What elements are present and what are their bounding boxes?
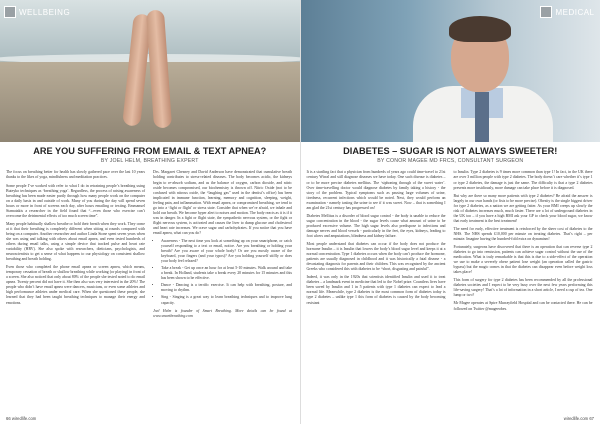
- paragraph: It is a startling fact that a physician from hundreds of years ago could time-travel to 21st century Wirral and still diagnose diseases we have today. One such disease is diabetes – or to be more precise diabetes mellitus. The ‘siphoning through of the sweet water’. Over time-travelling doctor would diagnose diabetes by family taking a history - the story of the problem. Typical symptoms such as passing large volumes of urine, tiredness, recurrent infections which would be noted. Next, they would perform an examination - namely tasting the urine to see if it was sweet. Now – that is something I am glad the 21st century has progressed on!: [306, 170, 446, 210]
- section-tag-wellbeing: [4, 6, 70, 18]
- tips-list: [153, 239, 292, 306]
- paragraph: Some people I’ve worked with refer to what I do in retraining people’s breathing using Buteyko techniques as ‘breathing yoga’. Regardless, the process of raising awareness of breathing has been made easier partly through how many people work on the computer on a daily basis in and outside of work. Many of you during the day will spend seven hours or more in front of screens each day, after hours emailing or texting. Emmanuel Stamatakis a researcher in the field found that “...even those who exercise can’t overcome the detrimental effects of too much screen time”.: [6, 183, 145, 218]
- paragraph: The focus on breathing better for health has slowly gathered pace over the last 10 years thanks to the likes of yoga, mindfulness and meditation practices.: [6, 170, 145, 180]
- article-column-1: [6, 170, 145, 321]
- list-item: • Dance - Dancing is a terrific exercise. It can help with breathing, posture, and moving to rhythm.: [161, 283, 292, 293]
- beach-feet-photo: [0, 0, 300, 142]
- article-title: ARE YOU SUFFERING FROM EMAIL & TEXT APNEA?: [33, 146, 267, 156]
- paragraph: Most people understand that diabetes can occur if the body does not produce the hormone Insulin – it is Insulin that lowers the body’s blood sugar level and keeps it at a normal concentration. Type 1 diabetes occurs when the body can’t produce the hormone, patients are usually diagnosed in childhood and it was historically a fatal disease - a devastating diagnosis for parents and their children. This was recognised by the ancient Greeks who considered this with diabetes to be “short, disgusting and painful”.: [306, 242, 446, 272]
- paragraph: This form of surgery for type 2 diabetes has been recommended by all the professional diabetes societies and I expect to be very busy over the next few years performing this life-saving surgery! That’s a lot of information in a short article, I need a cup of tea. One lump or two?: [453, 278, 593, 298]
- section-square-icon: [540, 6, 552, 18]
- author-note: Joel Helm is founder of Smart Breathing. More details can be found at www.smartbreathing.com: [153, 308, 292, 318]
- paragraph: Indeed, it was only in the 1920s that scientists identified Insulin and used it to treat diabetes – a landmark event in medicine that led to the Nobel prize. Countless lives have been saved by Insulin and 1 in 5 patients with type 1 diabetes can expect to lead a normal life. Meanwhile, type 2 diabetes is the most common form of diabetes today is type 2 diabetes – unlike type 1 this form of diabetes is caused by the body becoming resistant: [306, 275, 446, 305]
- paragraph: Drs. Margaret Chesney and David Anderson have demonstrated that cumulative breath holding contributes to stress-related diseases. The body becomes acidic, the kidneys begin to re-absorb sodium, and as the balance of oxygen, carbon dioxide, and nitric oxide becomes compromised, our biochemistry is thrown off. Nitric Oxide (not to be confused with nitrous oxide, the “laughing gas” used in the dentist’s office) has been implicated in immune function, learning, memory and cognition, sleeping, weight, feeling pain, and inflammation. With email apnea, or compromised breathing, we tend to go into a ‘fight or flight’ or stress state. Consider that when we’re afraid, we inhale and hold our breath. We become hyper alert to noises and motion. The body reacts as it is if it was in danger. In a fight or flight state, the sympathetic nervous system, or the fight or flight nervous system, is activated and causes the liver to dump glucose and cholesterol and heart rate increases. We crave sugar and carbohydrates. If you notice that you have email apnea, what can you do?: [153, 170, 292, 235]
- article-title: DIABETES – SUGAR IS NOT ALWAYS SWEETER!: [343, 146, 558, 156]
- article-column-1: [307, 170, 446, 314]
- list-item: • Sing - Singing is a great way to learn breathing techniques and to improve lung capacity.: [161, 295, 292, 305]
- page-footer: wiredlife.com 67: [563, 416, 594, 421]
- doctor-portrait-photo: [301, 0, 600, 142]
- paragraph: Fortunately, surgeons have discovered that there is an operation that can reverse type 2 diabetes to go into remission, patients can achieve sugar control without the use of the medication. What is truly remarkable is that this is due to a side-effect of the operation we use to make a severely obese patient lose weight (an operation called the gastric bypass) but the magic comes in that the diabetes can disappear even before weight loss takes place!: [453, 245, 593, 275]
- section-label: WELLBEING: [19, 7, 71, 17]
- section-label: MEDICAL: [555, 7, 595, 17]
- paragraph: But why are there so many more patients with type 2 diabetes? Be afraid the answer is largely in our own hands (or fists to be more precise). Obesity is the single biggest driver for type 2 diabetes, as a nation we are getting fatter. As your BMI creeps up slowly the risk of diabetes increases much, much faster. There are a lot of underground diabetes in the UK too – if you have a high BMI ask your GP to check your blood sugar, we know that early treatment is the best treatment!: [453, 193, 593, 223]
- paragraph: to Insulin. Type 2 diabetes is 9 times more common than type 1! In fact, in the UK there are over 3 million people with type 2 diabetes. The body doesn’t care whether it’s type 1 or type 2 diabetes, the damage is just the same. The difficulty is that a type 2 diabetes presents more insidiously, more damage can take place before it is diagnosed.: [453, 170, 593, 190]
- right-page: [301, 0, 600, 424]
- page-footer: 66 wiredlife.com: [6, 416, 37, 421]
- paragraph: Even those who completed the phone email apnea or screen apnea, which means, temporary cessation of breath or shallow breathing while working (or playing) in front of a screen. She also noticed that only about 80% of the people she tested noted to do email apnea. Twenty percent did not have it. She then also was very interested in the 20%! The people who didn’t have email apnea were dancers, musicians, or even some athletes and high performance athletes under medical care. When she questioned these people, she learned that they had been taught breathing techniques to manage their energy and emotions.: [6, 265, 145, 305]
- paragraph: Many people habitually shallow breathe or hold their breath when they work. They come at it that their breathing is completely different when sitting at rounds compared with being on a computer. Another researcher and author Linda Stone spent seven years when she was using and talking with others about email apnea, and even tested hundreds of others during email talks, using a simple device that tracked pulse and heart rate variability (HRV). She also spoke with researchers, dieticians, psychologists, and neuroscientists to get a sense of what happens to our physiology on consistent shallow breathing and breath holding.: [6, 221, 145, 262]
- paragraph: Diabetes Mellitus is a disorder of blood sugar control - the body is unable to reduce the sugar concentration in the blood - the sugar levels cause what amount of urine to be produced excessive volume. The high sugar levels also predispose to infections and damage nerves and blood vessels - particularly in the feet, the eyes, kidneys, leading to foot ulcers and amputations, blindness and kidney failure.: [306, 213, 446, 238]
- article-column-2: [454, 170, 593, 314]
- list-item: • Take a break - Get up once an hour for at least 5-10 minutes. Walk around and take a break. In Holland, students take a break every 20 minutes for 15 minutes and this has been shown to be effective.: [161, 266, 292, 281]
- paragraph: The need for early, effective treatment is reinforced by the sheer cost of diabetes to the NHS. The NHS spends £10,000 per minute on treating diabetes. That’s right – per minute. Imagine having the hundred-fold extra on dynamism!: [453, 226, 593, 241]
- section-tag-medical: [540, 6, 594, 18]
- section-square-icon: [4, 6, 16, 18]
- author-note: Mr Magee operates at Spire Murrayfield Hospital and can be contacted there. He can be followed on Twitter @mageeobes.: [453, 301, 593, 311]
- list-item: • Awareness - The next time you look at something up on your smartphone, or catch yourself responding to a text or email, notice. Are you breathing or holding your breath? Are you aware of your whole body? Or are you mostly aware of the keyboard, your fingers (and your typos)? Are you holding yourself stiffly or does your body feel relaxed?: [161, 239, 292, 264]
- article-column-2: [153, 170, 292, 321]
- article-byline: BY CONOR MAGEE MD FRCS, CONSULTANT SURGEON: [377, 158, 524, 165]
- article-byline: BY JOEL HELM, BREATHING EXPERT: [100, 158, 199, 165]
